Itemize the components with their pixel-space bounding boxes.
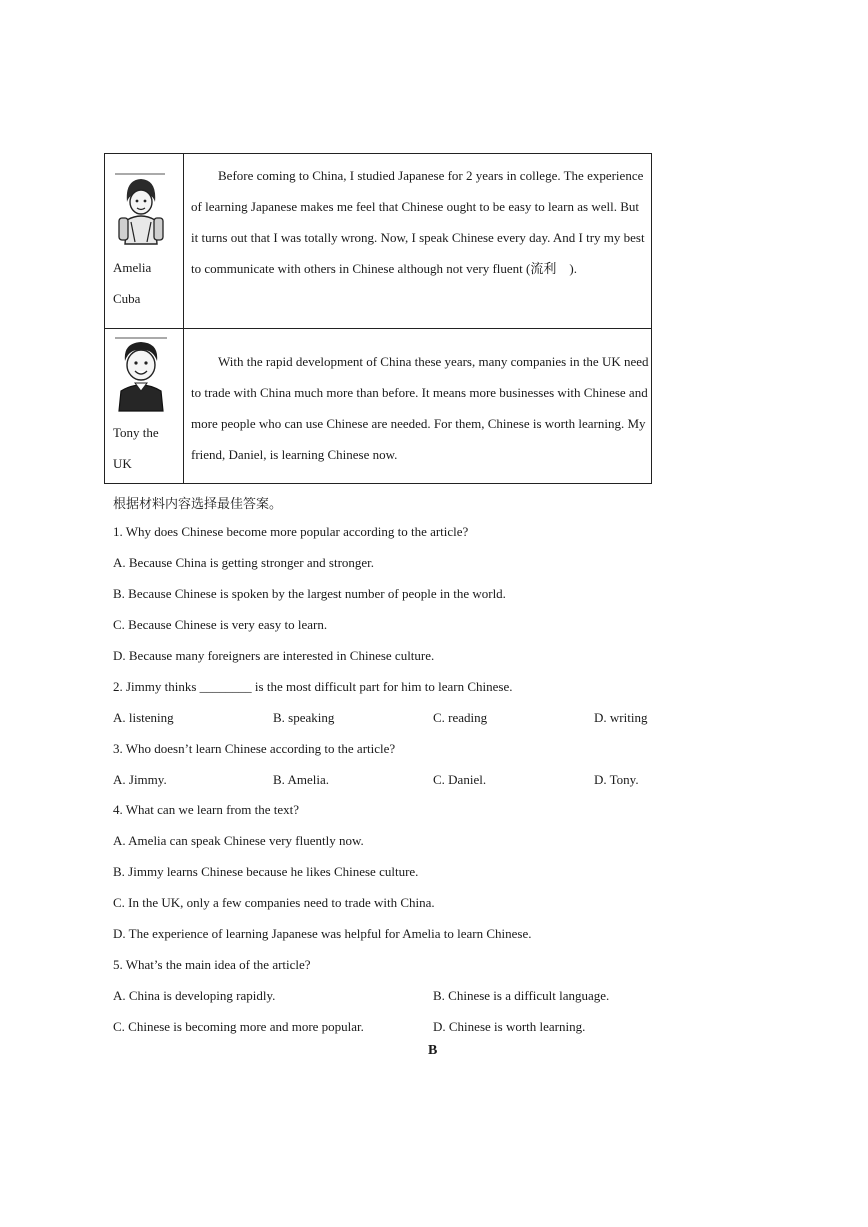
- option: A. listening: [113, 710, 174, 725]
- option: B. Chinese is a difficult language.: [433, 988, 610, 1003]
- option: B. speaking: [273, 710, 335, 725]
- testimony-text: With the rapid development of China these years, many companies in the UK need to trade with China much more than before. It means more businesses with Chinese and more people who can use Chinese are needed. For them, Chinese is worth learning. My friend, Daniel, is learning Chinese now.: [191, 354, 649, 462]
- reading-table: [104, 153, 652, 484]
- person-country: UK: [113, 456, 132, 471]
- option: A. Because China is getting stronger and stronger.: [113, 555, 375, 570]
- option: A. China is developing rapidly.: [113, 988, 276, 1003]
- testimony-text: Before coming to China, I studied Japanese for 2 years in college. The experience of learning Japanese makes me feel that Chinese ought to be easy to learn as well. But it turns out that I was totally wrong. Now, I speak Chinese every day. And I try my best to communicate with others in Chinese although not very fluent (流利 ).: [191, 168, 645, 276]
- option: A. Amelia can speak Chinese very fluently now.: [113, 833, 364, 848]
- option: D. writing: [594, 710, 648, 725]
- person-country: Cuba: [113, 291, 141, 306]
- option: C. Because Chinese is very easy to learn.: [113, 617, 328, 632]
- section-label: B: [428, 1043, 438, 1058]
- option: D. The experience of learning Japanese was helpful for Amelia to learn Chinese.: [113, 926, 532, 941]
- table-row-tony: [105, 329, 651, 483]
- option: B. Because Chinese is spoken by the largest number of people in the world.: [113, 586, 506, 601]
- girl-with-backpack-icon: [113, 172, 169, 250]
- boy-portrait-icon: [113, 335, 169, 413]
- person-name: Amelia: [113, 260, 152, 275]
- instruction: 根据材料内容选择最佳答案。: [113, 496, 283, 511]
- option: B. Amelia.: [273, 772, 329, 787]
- option: B. Jimmy learns Chinese because he likes Chinese culture.: [113, 864, 419, 879]
- option: D. Because many foreigners are interested in Chinese culture.: [113, 648, 435, 663]
- column-divider: [183, 154, 184, 328]
- option: C. reading: [433, 710, 488, 725]
- option: C. In the UK, only a few companies need to trade with China.: [113, 895, 435, 910]
- question-stem: 3. Who doesn’t learn Chinese according to the article?: [113, 741, 396, 756]
- question-stem: 2. Jimmy thinks ________ is the most difficult part for him to learn Chinese.: [113, 679, 513, 694]
- option: D. Tony.: [594, 772, 639, 787]
- option: D. Chinese is worth learning.: [433, 1019, 586, 1034]
- table-row-amelia: [105, 154, 651, 329]
- person-name: Tony the: [113, 425, 159, 440]
- question-stem: 5. What’s the main idea of the article?: [113, 957, 311, 972]
- question-stem: 1. Why does Chinese become more popular according to the article?: [113, 524, 469, 539]
- option: C. Daniel.: [433, 772, 487, 787]
- option: A. Jimmy.: [113, 772, 167, 787]
- question-stem: 4. What can we learn from the text?: [113, 802, 300, 817]
- column-divider: [183, 329, 184, 483]
- option: C. Chinese is becoming more and more popular.: [113, 1019, 364, 1034]
